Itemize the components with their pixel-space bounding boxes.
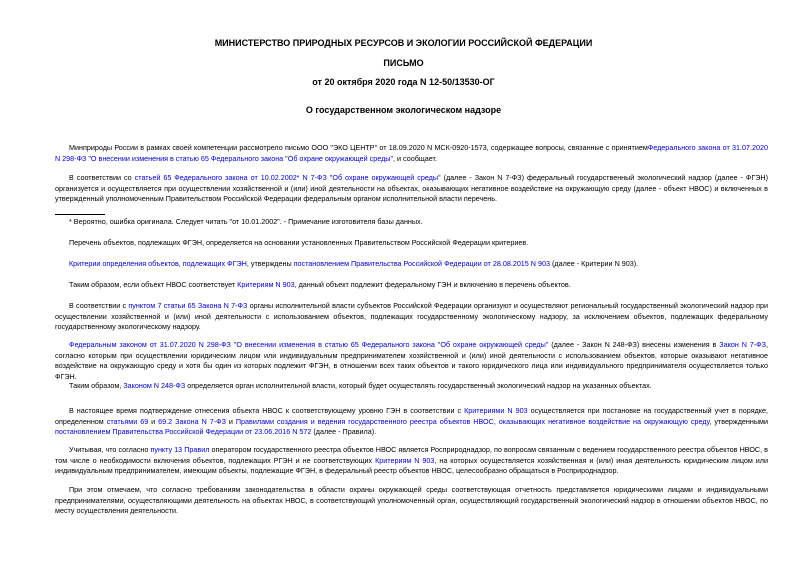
paragraph-text: (далее - Закон N 248-ФЗ) внесены изменения в xyxy=(548,340,720,349)
document-link[interactable]: постановлением Правительства Российской Федерации от 28.08.2015 N 903 xyxy=(293,259,550,268)
document-subject: О государственном экологическом надзоре xyxy=(305,105,502,115)
paragraph-11 xyxy=(55,485,768,517)
document-link[interactable]: Федеральным законом от 31.07.2020 N 298-ФЗ "О внесении изменения в статью 65 Федерального закона "Об охране окружающей среды" xyxy=(69,340,549,349)
paragraph-1 xyxy=(55,143,768,164)
paragraph-9 xyxy=(55,406,768,438)
ministry-heading: МИНИСТЕРСТВО ПРИРОДНЫХ РЕСУРСОВ И ЭКОЛОГИИ РОССИЙСКОЙ ФЕДЕРАЦИИ xyxy=(214,38,593,48)
document-link[interactable]: Закон N 7-ФЗ xyxy=(719,340,766,349)
paragraph-text: Учитывая, что согласно xyxy=(69,445,151,454)
paragraph-8 xyxy=(55,381,768,392)
document-link[interactable]: Правилами создания и ведения государственного реестра объектов НВОС, оказывающих негативное воздействие на окружающую среду xyxy=(235,416,710,426)
paragraph-2 xyxy=(55,173,768,205)
paragraph-text: Таким образом, xyxy=(69,381,124,390)
document-date-number: от 20 октября 2020 года N 12-50/13530-ОГ xyxy=(312,77,495,87)
paragraph-6 xyxy=(55,301,768,333)
paragraph-text: Минприроды России в рамках своей компетенции рассмотрело письмо ООО "ЭКО ЦЕНТР" от 18.09.2020 N МСК-0920-1573, содержащее вопросы, связанные с принятием xyxy=(69,143,648,152)
document-link[interactable]: статьями 69 xyxy=(106,416,149,426)
paragraph-3 xyxy=(55,238,768,249)
paragraph-text: , утверждены xyxy=(246,259,294,268)
paragraph-text: , данный объект подлежит федеральному ГЭН и включению в перечень объектов. xyxy=(294,280,571,289)
document-link[interactable]: статьей 65 Федерального закона от 10.02.2002* N 7-ФЗ "Об охране окружающей среды" xyxy=(134,173,441,182)
paragraph-text: , согласно которым при осуществлении юридическим лицом или индивидуальным предпринимателем хозяйственной и (или) иной деятельности с использованием объектов, которые оказывают негативное воздействие на окружающую среду и хотя бы один из которых подлежит ФГЭН, в отношении всех таких объектов и такого юридического лица или индивидуального предпринимателя осуществляется только ФГЭН. xyxy=(55,340,768,381)
paragraph-text: (далее - Критерии N 903). xyxy=(549,259,639,268)
paragraph-text: (далее - Закон N 7-ФЗ) федеральный государственный экологический надзор (далее - ФГЭН) организуется и осуществляется при осуществлении хозяйственной и (или) иной деятельности на объектах, оказывающих негативное воздействие на окружающую среду (далее - объект НВОС) и включенных в утвержденный уполномоченным Правительством Российской Федерации федеральным органом исполнительной власти перечень. xyxy=(55,173,769,203)
paragraph-text: (далее - Правила). xyxy=(311,427,377,436)
paragraph-text: оператором государственного реестра объектов НВОС является Росприроднадзор, по вопросам связанным с ведением государственного реестра объектов НВОС, в том числе о необходимости включения объектов, подлежащих РГЭН и не соответствующих xyxy=(55,445,768,465)
document-link[interactable]: постановлением Правительства Российской Федерации от 23.06.2016 N 572 xyxy=(55,427,312,436)
paragraph-7 xyxy=(55,340,768,382)
paragraph-text: органы исполнительной власти субъектов Российской Федерации организуют и осуществляют региональный государственный экологический надзор при осуществлении хозяйственной и (или) иной деятельности с использованием объектов, подлежащих государственному экологическому надзору, за исключением объектов, подлежащих федеральному государственному экологическому надзору. xyxy=(55,301,769,331)
footnote-divider xyxy=(55,214,105,215)
paragraph-text: и xyxy=(225,416,236,426)
paragraph-text: В соответствии со xyxy=(69,173,135,182)
paragraph-text: осуществляется при постановке на государственный учет в порядке, определенном xyxy=(55,406,768,426)
paragraph-text: В соответствии с xyxy=(69,301,129,310)
footnote xyxy=(55,217,768,228)
document-link[interactable]: Федерального закона от 31.07.2020 N 298-ФЗ "О внесении изменения в статью 65 Федерального закона "Об охране окружающей среды" xyxy=(55,143,768,163)
document-type: ПИСЬМО xyxy=(383,58,424,68)
paragraph-text: При этом отмечаем, что согласно требованиям законодательства в области охраны окружающей среды соответствующая отчетность представляется юридическими лицами и индивидуальными предпринимателями, осуществляющими деятельность на объектах НВОС, в соответствующий уполномоченный орган, осуществляющий государственный экологический надзор в отношении объектов НВОС, по месту осуществления деятельности. xyxy=(55,485,768,515)
paragraph-5 xyxy=(55,280,768,291)
paragraph-text: Перечень объектов, подлежащих ФГЭН, определяется на основании установленных Правительством Российской Федерации критериев. xyxy=(69,238,529,247)
document-link[interactable]: пункту 13 Правил xyxy=(150,445,210,454)
document-link[interactable]: 69.2 Закона N 7-ФЗ xyxy=(158,416,226,426)
paragraph-text: , утвержденными xyxy=(709,416,768,426)
paragraph-text: В настоящее время подтверждение отнесения объекта НВОС к соответствующему уровню ГЭН в соответствии с xyxy=(69,406,465,415)
paragraph-10 xyxy=(55,445,768,477)
document-link[interactable]: Критериям N 903 xyxy=(375,455,435,465)
paragraph-text: Таким образом, если объект НВОС соответствует xyxy=(69,280,238,289)
paragraph-text: и xyxy=(148,416,159,426)
paragraph-text: , на которых осуществляется хозяйственная и (или) иная деятельность юридическим лицом или индивидуальным предпринимателем, имеющим объекты, подлежащие ФГЭН, в федеральный реестр объектов НВОС, целесообразно обращаться в Росприроднадзор. xyxy=(55,455,768,475)
document-link[interactable]: Критериям N 903 xyxy=(237,280,295,289)
document-link[interactable]: Критериями N 903 xyxy=(464,406,528,415)
paragraph-4 xyxy=(55,259,768,270)
document-link[interactable]: Критерии определения объектов, подлежащих ФГЭН xyxy=(69,259,247,268)
paragraph-text: * Вероятно, ошибка оригинала. Следует читать "от 10.01.2002". - Примечание изготовителя базы данных. xyxy=(69,217,423,226)
paragraph-text: , и сообщает. xyxy=(393,153,437,163)
document-link[interactable]: Законом N 248-ФЗ xyxy=(123,381,186,390)
paragraph-text: определяется орган исполнительной власти, который будет осуществлять государственный экологический надзор на указанных объектах. xyxy=(185,381,652,390)
document-link[interactable]: пунктом 7 статьи 65 Закона N 7-ФЗ xyxy=(128,301,248,310)
